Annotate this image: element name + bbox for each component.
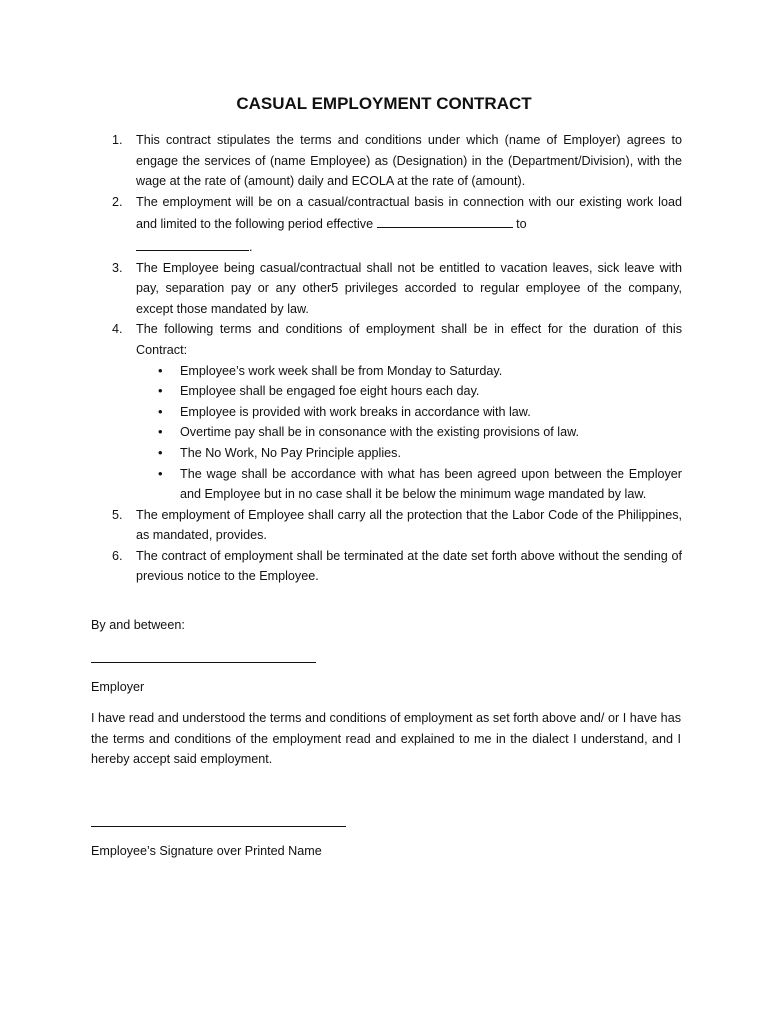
term-number: 5. xyxy=(112,507,123,522)
term-text: The Employee being casual/contractual shall not be entitled to vacation leaves, sick leave with pay, separation pay or any other5 privileges accorded to regular employee of the company, except those mandated by law. xyxy=(136,260,682,316)
term-number: 3. xyxy=(112,260,123,275)
term-number: 2. xyxy=(112,194,123,209)
employee-signature-label: Employee’s Signature over Printed Name xyxy=(91,844,322,858)
term-item-6 xyxy=(92,546,682,587)
employer-label: Employer xyxy=(91,680,145,694)
term-text: The employment of Employee shall carry all the protection that the Labor Code of the Philippines, as mandated, provides. xyxy=(136,507,682,543)
term-text-before: The employment will be on a casual/contractual basis in connection with our existing work load and limited to the following period effective xyxy=(136,194,682,232)
term-text-mid: to xyxy=(516,217,527,232)
term-text: The contract of employment shall be terminated at the date set forth above without the sending of previous notice to the Employee. xyxy=(136,548,682,584)
term-number: 1. xyxy=(112,133,123,147)
term-text: The following terms and conditions of employment shall be in effect for the duration of this Contract: xyxy=(136,322,682,357)
employee-signature-line[interactable] xyxy=(91,826,346,827)
terms-list xyxy=(92,130,682,587)
term-item-1 xyxy=(92,130,682,192)
term-number: 6. xyxy=(112,548,123,563)
conditions-bullet-list xyxy=(136,361,682,505)
bullet-item: • Employee’s work week shall be from Monday to Saturday. xyxy=(136,361,682,382)
term-text-end: . xyxy=(249,239,253,254)
term-item-4 xyxy=(92,319,682,504)
term-item-5 xyxy=(92,505,682,546)
term-number: 4. xyxy=(112,322,123,337)
bullet-item: • The wage shall be accordance with what has been agreed upon between the Employer and Employee but in no case shall it be below the minimum wage mandated by law. xyxy=(136,464,682,505)
document-title: CASUAL EMPLOYMENT CONTRACT xyxy=(236,94,532,113)
start-date-blank[interactable] xyxy=(377,212,513,228)
bullet-item: • Employee shall be engaged foe eight hours each day. xyxy=(136,381,682,402)
term-text: This contract stipulates the terms and conditions under which (name of Employer) agrees to engage the services of (name Employee) as (Designation) in the (Department/Division), with the wage at the rate of (amount) daily and ECOLA at the rate of (amount). xyxy=(136,133,682,189)
end-date-blank[interactable] xyxy=(136,235,249,251)
term-item-3 xyxy=(92,258,682,320)
bullet-item: • Overtime pay shall be in consonance with the existing provisions of law. xyxy=(136,422,682,443)
employer-signature-line[interactable] xyxy=(91,662,316,663)
bullet-item: • The No Work, No Pay Principle applies. xyxy=(136,443,682,464)
acknowledgement-paragraph: I have read and understood the terms and conditions of employment as set forth above and/ or I have has the terms and conditions of the employment read and explained to me in the dialect I understand, and I hereby accept said employment. xyxy=(91,711,681,767)
by-and-between-label: By and between: xyxy=(91,618,185,632)
bullet-item: • Employee is provided with work breaks in accordance with law. xyxy=(136,402,682,423)
term-item-2 xyxy=(92,192,682,258)
